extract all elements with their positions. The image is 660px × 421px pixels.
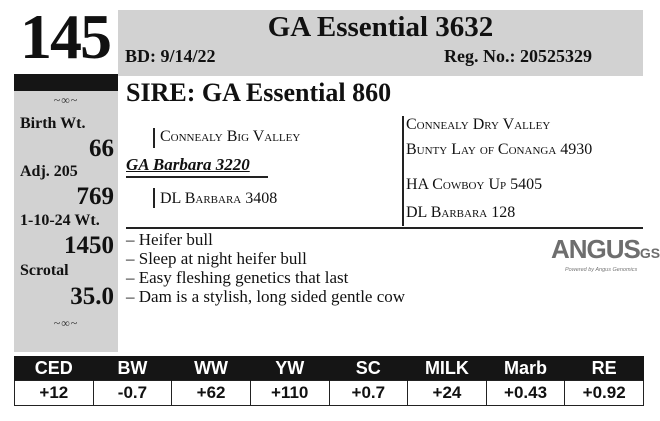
ornament-top: ~∞~ (53, 93, 79, 107)
pedigree-right-4: DL Barbara 128 (406, 204, 516, 221)
pedigree-connector (126, 176, 268, 178)
note-item: – Heifer bull (126, 230, 213, 249)
logo-main-text: ANGUS (551, 234, 640, 264)
epd-value-re: +0.92 (565, 381, 644, 406)
pedigree-divider (402, 116, 404, 226)
performance-column-header-bar (14, 74, 118, 91)
angus-gs-logo (551, 234, 660, 276)
epd-header-ced: CED (15, 356, 94, 381)
ornament-bottom: ~∞~ (53, 316, 79, 330)
epd-value-marb: +0.43 (486, 381, 565, 406)
epd-value-ww: +62 (172, 381, 251, 406)
note-item: – Easy fleshing genetics that last (126, 268, 349, 287)
pedigree-connector (153, 128, 155, 148)
scrotal-value: 35.0 (70, 283, 114, 310)
pedigree-dam: GA Barbara 3220 (126, 155, 250, 174)
lot-number: 145 (20, 1, 110, 72)
pedigree-bottom-rule (126, 227, 643, 229)
epd-header-ww: WW (172, 356, 251, 381)
current-weight-value: 1450 (64, 232, 114, 259)
registration-number: Reg. No.: 20525329 (444, 46, 592, 66)
epd-value-row (15, 381, 644, 406)
birth-weight-label: Birth Wt. (20, 115, 86, 132)
birth-weight-value: 66 (89, 135, 114, 162)
pedigree-right-2: Bunty Lay of Conanga 4930 (406, 141, 593, 158)
epd-header-row (15, 356, 644, 381)
birth-date: BD: 9/14/22 (125, 46, 216, 66)
note-item: – Sleep at night heifer bull (126, 249, 307, 268)
pedigree-connector (153, 188, 155, 208)
epd-value-milk: +24 (408, 381, 487, 406)
sire-line: SIRE: GA Essential 860 (126, 78, 392, 107)
epd-header-re: RE (565, 356, 644, 381)
pedigree-dam-dam: DL Barbara 3408 (160, 190, 278, 207)
scrotal-label: Scrotal (20, 262, 69, 279)
epd-value-sc: +0.7 (329, 381, 408, 406)
epd-value-ced: +12 (15, 381, 94, 406)
current-weight-label: 1-10-24 Wt. (20, 212, 100, 229)
adj-205-label: Adj. 205 (20, 163, 78, 180)
epd-header-marb: Marb (486, 356, 565, 381)
epd-header-yw: YW (250, 356, 329, 381)
epd-table (14, 356, 644, 406)
animal-name: GA Essential 3632 (267, 11, 494, 43)
pedigree-sire-sire: Connealy Big Valley (160, 128, 301, 145)
adj-205-value: 769 (76, 183, 114, 210)
epd-header-sc: SC (329, 356, 408, 381)
epd-value-yw: +110 (250, 381, 329, 406)
epd-value-bw: -0.7 (93, 381, 172, 406)
note-item: – Dam is a stylish, long sided gentle cow (126, 287, 406, 306)
epd-header-bw: BW (93, 356, 172, 381)
logo-suffix-text: GS (639, 245, 660, 261)
logo-tagline: Powered by Angus Genomics (565, 267, 638, 273)
pedigree-right-3: HA Cowboy Up 5405 (406, 176, 543, 193)
epd-header-milk: MILK (408, 356, 487, 381)
pedigree-right-1: Connealy Dry Valley (406, 116, 551, 133)
